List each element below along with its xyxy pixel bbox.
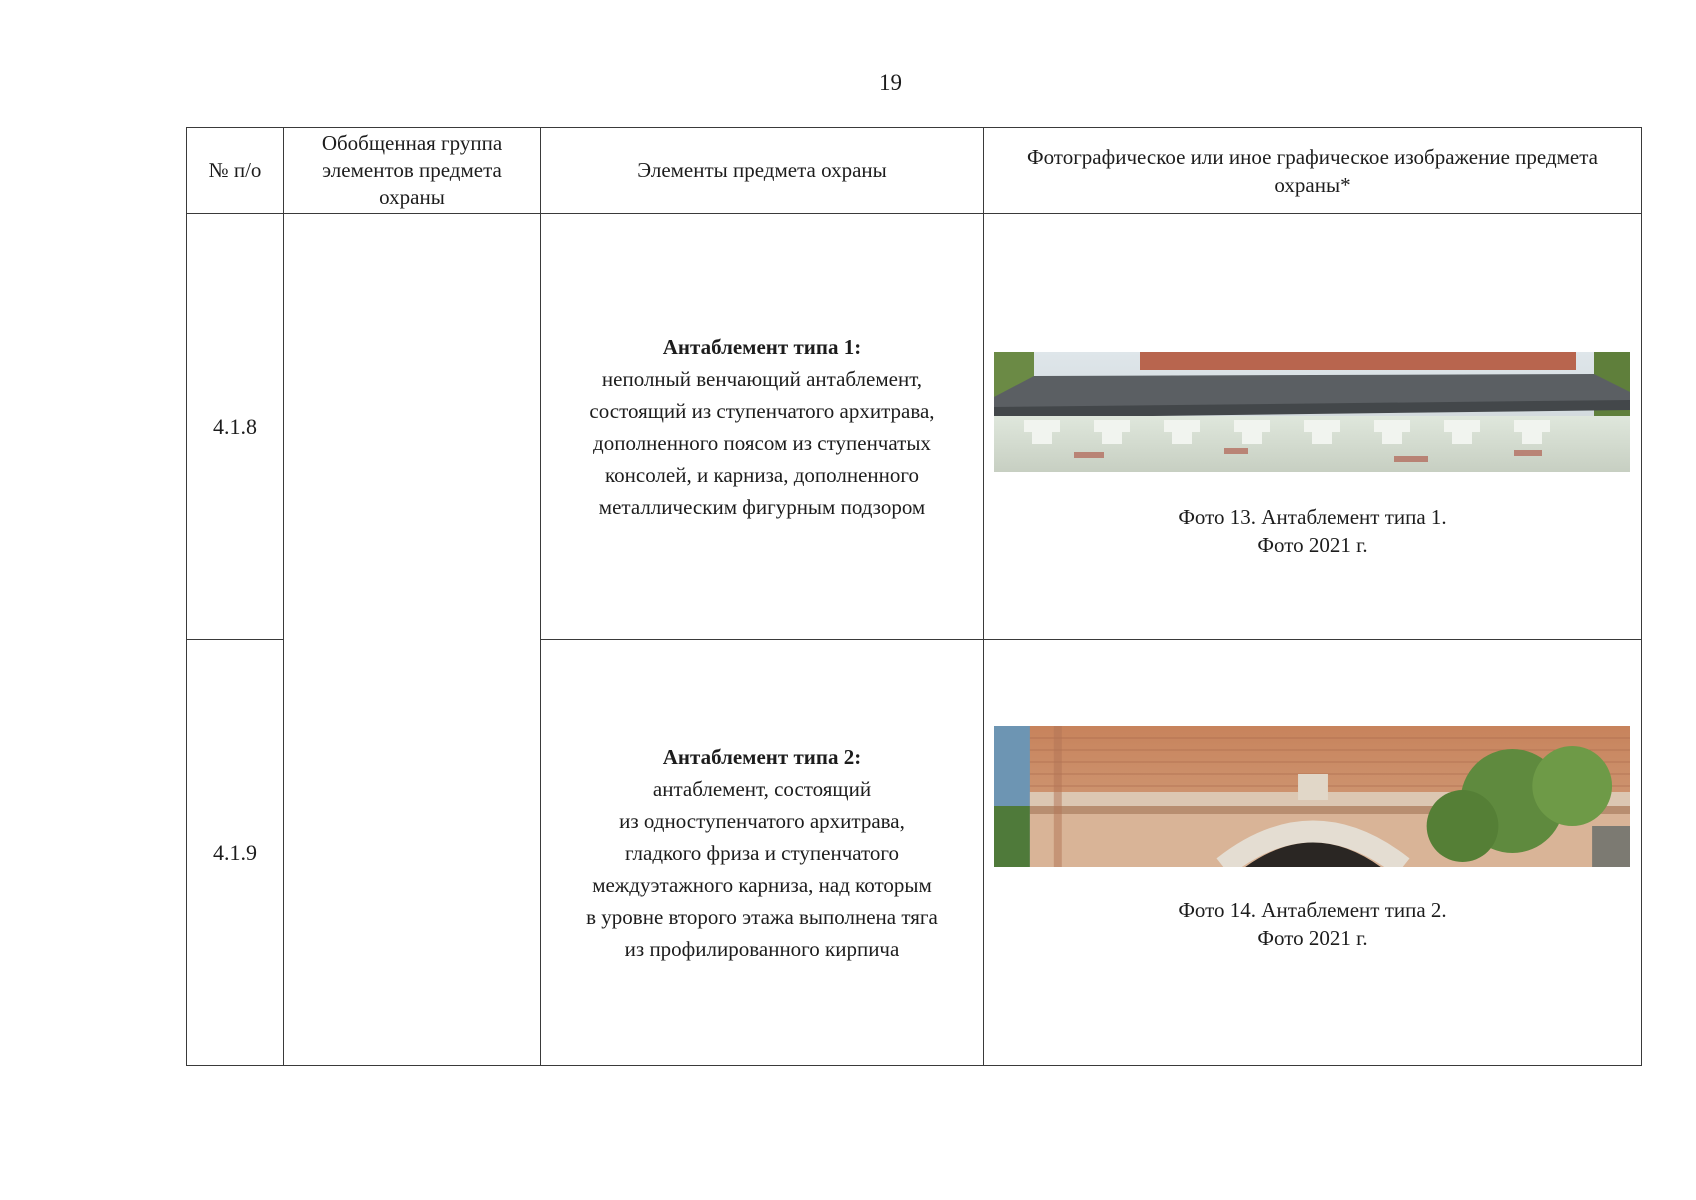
element-line: антаблемент, состоящий — [652, 776, 872, 801]
element-line: состоящий из ступенчатого архитрава, — [589, 398, 935, 423]
element-line: в уровне второго этажа выполнена тяга — [586, 904, 938, 929]
caption-line: Фото 13. Антаблемент типа 1. — [1178, 505, 1447, 529]
caption-line: Фото 2021 г. — [1257, 926, 1368, 950]
header-elements: Элементы предмета охраны — [541, 128, 984, 214]
element-description — [541, 640, 984, 1066]
element-line: металлическим фигурным подзором — [598, 494, 926, 519]
page-number: 19 — [879, 70, 902, 95]
element-line: гладкого фриза и ступенчатого — [624, 840, 900, 865]
header-group: Обобщенная группа элементов предмета охраны — [284, 128, 541, 214]
photo-cell — [984, 214, 1642, 640]
element-line: дополненного поясом из ступенчатых — [593, 430, 931, 455]
caption-line: Фото 2021 г. — [1257, 533, 1368, 557]
element-line: междуэтажного карниза, над которым — [592, 872, 932, 897]
element-line: из профилированного кирпича — [624, 936, 900, 961]
element-line: из одноступенчатого архитрава, — [619, 808, 905, 833]
photo-cell — [984, 640, 1642, 1066]
table-row — [187, 214, 1642, 640]
table-header-row — [187, 128, 1642, 214]
photo-entablature-type-2 — [994, 726, 1630, 867]
header-image: Фотографическое или иное графическое изображение предмета охраны* — [984, 128, 1642, 214]
element-line: консолей, и карниза, дополненного — [605, 462, 919, 487]
element-title: Антаблемент типа 1: — [662, 334, 862, 359]
photo-caption — [984, 896, 1641, 952]
row-number: 4.1.9 — [187, 640, 284, 1066]
element-description — [541, 214, 984, 640]
element-line: неполный венчающий антаблемент, — [601, 366, 923, 391]
element-title: Антаблемент типа 2: — [662, 744, 862, 769]
photo-caption — [984, 503, 1641, 559]
caption-line: Фото 14. Антаблемент типа 2. — [1178, 898, 1447, 922]
header-number: № п/о — [187, 128, 284, 214]
group-cell — [284, 214, 541, 1066]
protection-elements-table — [186, 127, 1642, 1066]
photo-entablature-type-1 — [994, 352, 1630, 472]
row-number: 4.1.8 — [187, 214, 284, 640]
